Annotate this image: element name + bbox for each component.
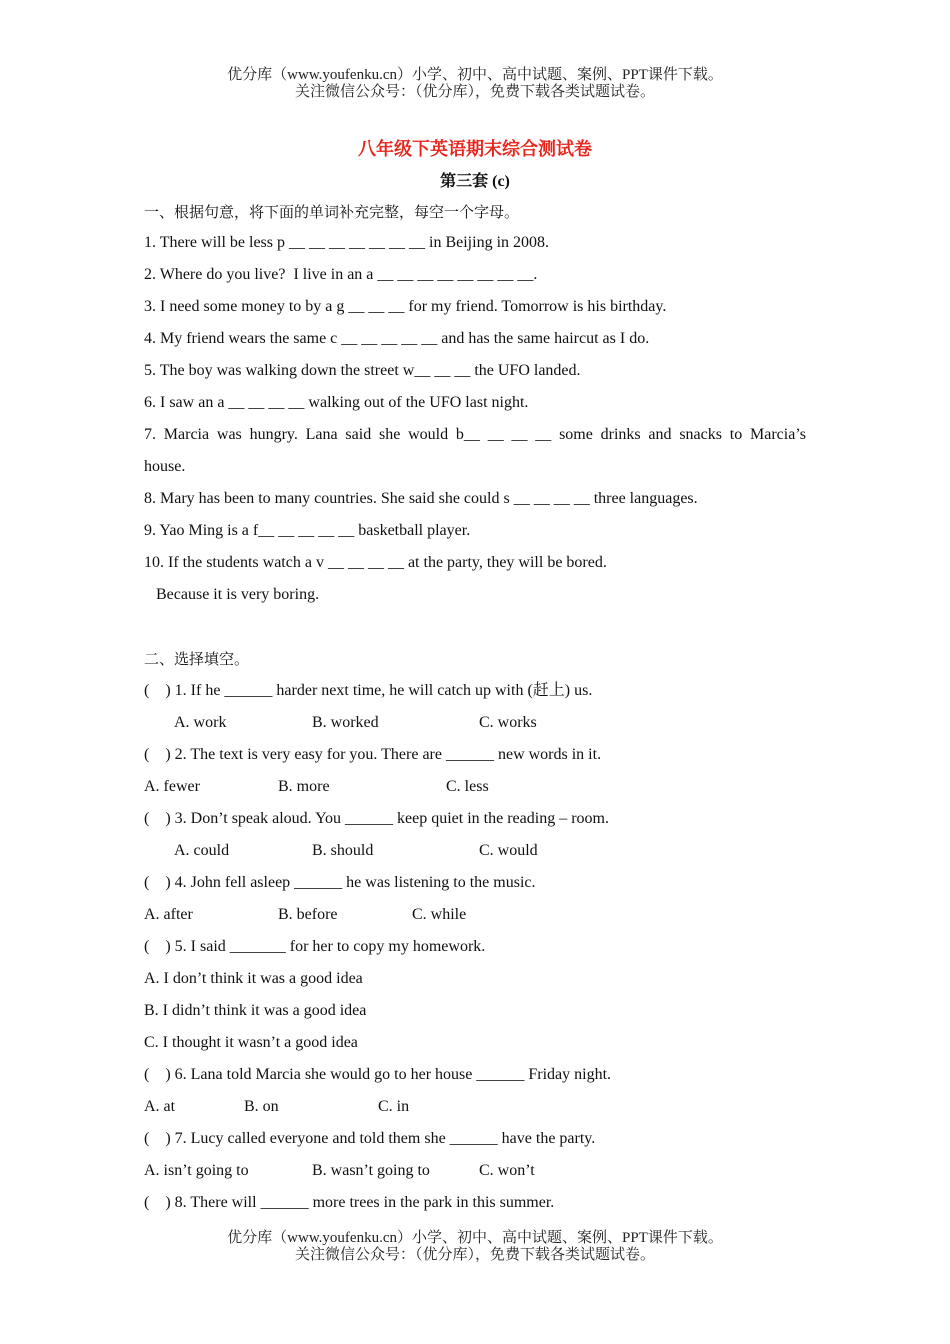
question-1-options bbox=[0, 713, 950, 733]
page-subtitle: 第三套 (c) bbox=[440, 173, 510, 190]
fill-item-7: 7. Marcia was hungry. Lana said she would b__ __ __ __ some drinks and snacks to Marcia’s bbox=[144, 426, 806, 443]
option-c: C. in bbox=[378, 1098, 410, 1115]
question-2-options bbox=[0, 777, 950, 797]
fill-item-1: 1. There will be less p __ __ __ __ __ __ __ in Beijing in 2008. bbox=[144, 234, 550, 251]
fill-item-9: 9. Yao Ming is a f__ __ __ __ __ basketball player. bbox=[144, 522, 471, 539]
question-1: ( ) 1. If he ______ harder next time, he will catch up with (赶上) us. bbox=[144, 682, 593, 699]
question-5-option-b: B. I didn’t think it was a good idea bbox=[144, 1002, 367, 1019]
fill-item-10-continued: Because it is very boring. bbox=[144, 586, 320, 603]
fill-item-7-continued: house. bbox=[144, 458, 186, 475]
question-5-option-c: C. I thought it wasn’t a good idea bbox=[144, 1034, 358, 1051]
page-footer bbox=[0, 1230, 950, 1264]
option-b: B. wasn’t going to bbox=[312, 1162, 430, 1179]
question-4-options bbox=[0, 905, 950, 925]
question-5-option-a: A. I don’t think it was a good idea bbox=[144, 970, 363, 987]
fill-item-3: 3. I need some money to by a g __ __ __ for my friend. Tomorrow is his birthday. bbox=[144, 298, 667, 315]
option-c: C. less bbox=[446, 778, 489, 795]
question-5: ( ) 5. I said _______ for her to copy my homework. bbox=[144, 938, 486, 955]
question-3: ( ) 3. Don’t speak aloud. You ______ keep quiet in the reading – room. bbox=[144, 810, 609, 827]
fill-item-10: 10. If the students watch a v __ __ __ __ at the party, they will be bored. bbox=[144, 554, 607, 571]
question-2: ( ) 2. The text is very easy for you. There are ______ new words in it. bbox=[144, 746, 602, 763]
option-a: A. isn’t going to bbox=[144, 1162, 249, 1179]
option-a: A. could bbox=[174, 842, 230, 859]
header-line-1: 优分库（www.youfenku.cn）小学、初中、高中试题、案例、PPT课件下载。 bbox=[227, 67, 723, 83]
option-b: B. before bbox=[278, 906, 338, 923]
question-3-options bbox=[0, 841, 950, 861]
question-7-options bbox=[0, 1161, 950, 1181]
page-header bbox=[0, 67, 950, 101]
page-title: 八年级下英语期末综合测试卷 bbox=[358, 139, 592, 160]
option-b: B. on bbox=[244, 1098, 279, 1115]
fill-item-8: 8. Mary has been to many countries. She said she could s __ __ __ __ three languages. bbox=[144, 490, 698, 507]
fill-item-4: 4. My friend wears the same c __ __ __ __ __ and has the same haircut as I do. bbox=[144, 330, 650, 347]
question-4: ( ) 4. John fell asleep ______ he was listening to the music. bbox=[144, 874, 536, 891]
section2-heading: 二、选择填空。 bbox=[144, 650, 250, 668]
fill-item-5: 5. The boy was walking down the street w__ __ __ the UFO landed. bbox=[144, 362, 581, 379]
footer-line-1: 优分库（www.youfenku.cn）小学、初中、高中试题、案例、PPT课件下载。 bbox=[227, 1230, 723, 1246]
option-c: C. would bbox=[479, 842, 538, 859]
option-a: A. after bbox=[144, 906, 193, 923]
option-a: A. at bbox=[144, 1098, 176, 1115]
question-6-options bbox=[0, 1097, 950, 1117]
section1-heading: 一、根据句意，将下面的单词补充完整，每空一个字母。 bbox=[144, 203, 520, 221]
option-b: B. worked bbox=[312, 714, 379, 731]
option-b: B. more bbox=[278, 778, 330, 795]
option-c: C. while bbox=[412, 906, 467, 923]
option-b: B. should bbox=[312, 842, 374, 859]
footer-line-2: 关注微信公众号：（优分库），免费下载各类试题试卷。 bbox=[294, 1247, 655, 1263]
header-line-2: 关注微信公众号：（优分库），免费下载各类试题试卷。 bbox=[294, 84, 655, 100]
question-6: ( ) 6. Lana told Marcia she would go to her house ______ Friday night. bbox=[144, 1066, 612, 1083]
question-8: ( ) 8. There will ______ more trees in the park in this summer. bbox=[144, 1194, 555, 1211]
fill-item-2: 2. Where do you live? I live in an a __ __ __ __ __ __ __ __. bbox=[144, 266, 538, 283]
question-7: ( ) 7. Lucy called everyone and told them she ______ have the party. bbox=[144, 1130, 596, 1147]
option-c: C. won’t bbox=[479, 1162, 535, 1179]
option-a: A. fewer bbox=[144, 778, 200, 795]
fill-item-6: 6. I saw an a __ __ __ __ walking out of the UFO last night. bbox=[144, 394, 529, 411]
option-a: A. work bbox=[174, 714, 227, 731]
option-c: C. works bbox=[479, 714, 537, 731]
